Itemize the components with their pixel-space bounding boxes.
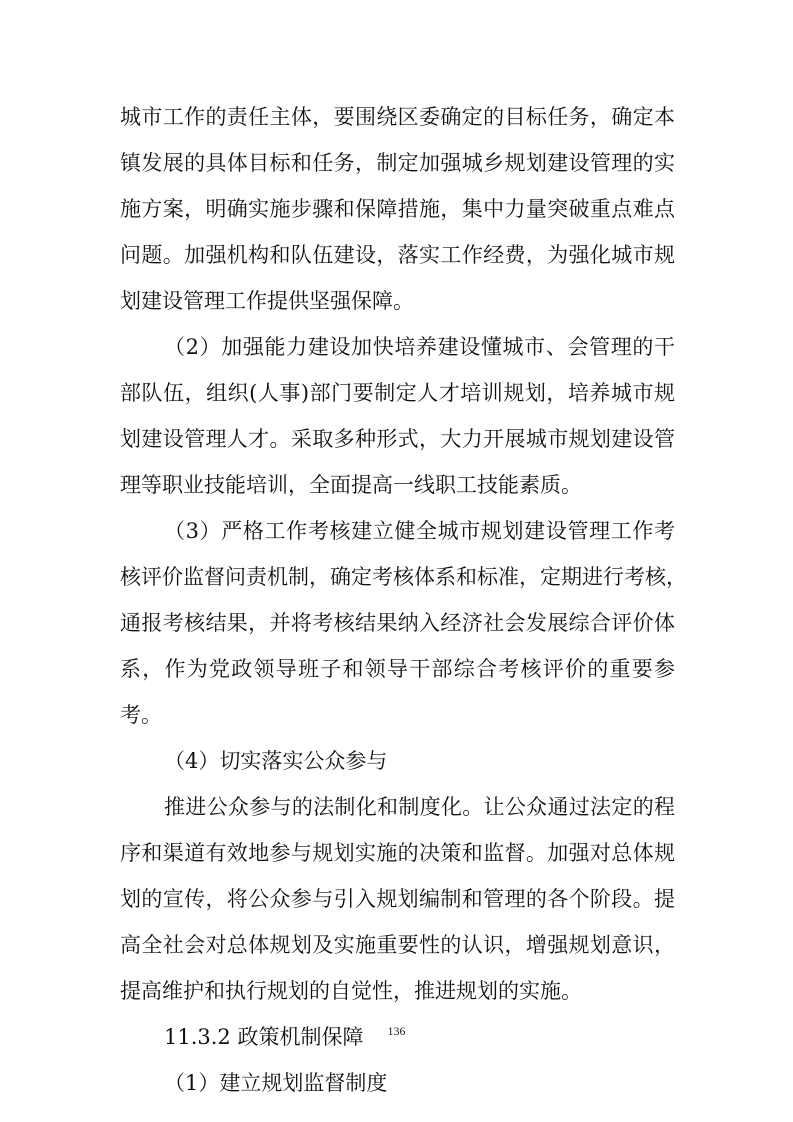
paragraph-line: 划的宣传，将公众参与引入规划编制和管理的各个阶段。提 [120, 887, 675, 911]
paragraph-line: 问题。加强机构和队伍建设，落实工作经费，为强化城市规 [120, 243, 675, 267]
paragraph-line: 系，作为党政领导班子和领导干部综合考核评价的重要参 [120, 657, 675, 681]
paragraph-line: 推进公众参与的法制化和制度化。让公众通过法定的程 [164, 795, 675, 819]
subsection-heading: 11.3.2 政策机制保障 [164, 1025, 364, 1049]
paragraph-line: 部队伍，组织(人事)部门要制定人才培训规划，培养城市规 [120, 381, 675, 405]
paragraph-line: 城市工作的责任主体，要围绕区委确定的目标任务，确定本 [120, 105, 675, 129]
paragraph-line: 核评价监督问责机制，确定考核体系和标准，定期进行考核， [120, 565, 687, 589]
paragraph-line: 镇发展的具体目标和任务，制定加强城乡规划建设管理的实 [120, 151, 675, 175]
page-number: 136 [387, 1024, 406, 1038]
paragraph-line: 提高维护和执行规划的自觉性，推进规划的实施。 [120, 979, 582, 1003]
section-heading-3: （3）严格工作考核建立健全城市规划建设管理工作考 [164, 519, 675, 543]
paragraph-line: 划建设管理人才。采取多种形式，大力开展城市规划建设管 [120, 427, 675, 451]
section-heading-2: （2）加强能力建设加快培养建设懂城市、会管理的干 [164, 335, 675, 359]
paragraph-line: 划建设管理工作提供坚强保障。 [120, 289, 414, 313]
section-heading-4: （4）切实落实公众参与 [164, 749, 388, 773]
paragraph-line: 理等职业技能培训，全面提高一线职工技能素质。 [120, 473, 582, 497]
paragraph-line: 施方案，明确实施步骤和保障措施，集中力量突破重点难点 [120, 197, 675, 221]
paragraph-line: 高全社会对总体规划及实施重要性的认识，增强规划意识， [120, 933, 675, 957]
paragraph-line: 考。 [120, 703, 162, 727]
paragraph-line: 通报考核结果，并将考核结果纳入经济社会发展综合评价体 [120, 611, 675, 635]
paragraph-line: 序和渠道有效地参与规划实施的决策和监督。加强对总体规 [120, 841, 675, 865]
section-heading-1: （1）建立规划监督制度 [164, 1071, 388, 1095]
